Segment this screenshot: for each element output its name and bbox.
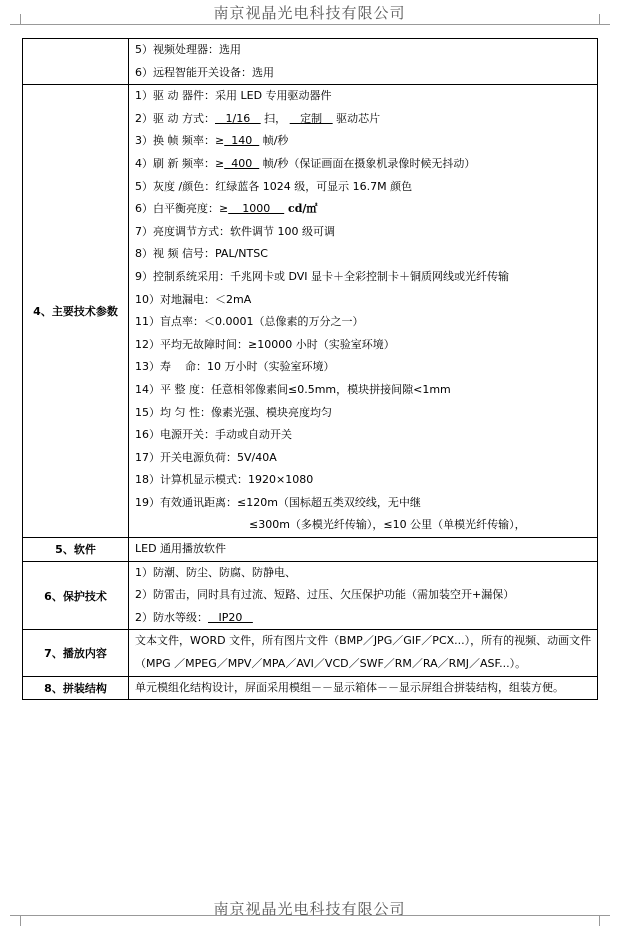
spec-line: [135, 198, 593, 221]
spec-line: [135, 607, 593, 630]
spec-line: 8）视 频 信号：PAL/NTSC: [135, 247, 268, 261]
footer-divider: [20, 915, 600, 916]
spec-line: 14）平 整 度：任意相邻像素间≤0.5mm，模块拼接间隙<1mm: [135, 382, 451, 396]
row-label: 6、保护技术: [23, 561, 129, 630]
spec-unit: cd/㎡: [284, 202, 318, 216]
spec-line: 5）视频处理器：选用: [135, 43, 241, 56]
spec-text: 帧/秒: [259, 134, 289, 148]
row-content: [129, 676, 598, 700]
row-content: [129, 39, 598, 85]
spec-value: 1/16: [215, 111, 261, 125]
spec-line: [135, 130, 593, 153]
spec-line: 15）均 匀 性：像素光强、模块亮度均匀: [135, 405, 332, 419]
spec-paragraph: 文本文件，WORD 文件，所有图片文件（BMP／JPG／GIF／PCX...），所有的视频、动画文件（MPG ／MPEG／MPV／MPA／AVI／VCD／SWF／RM／RA／RMJ／ASF...）。: [135, 634, 592, 671]
table-row: [23, 39, 598, 85]
table-row: [23, 561, 598, 630]
spec-line: 10）对地漏电：＜2mA: [135, 292, 252, 306]
spec-line: 16）电源开关：手动或自动开关: [135, 428, 292, 442]
spec-value: 140: [224, 134, 260, 148]
spec-value: IP20: [208, 610, 253, 624]
row-content: [129, 630, 598, 676]
spec-table: [22, 38, 598, 700]
spec-value: 定制: [289, 111, 333, 125]
spec-line: 17）开关电源负荷：5V/40A: [135, 450, 277, 464]
spec-text: 4）刷 新 频率：≥: [135, 156, 225, 170]
spec-text: 扫，: [260, 111, 290, 125]
spec-line: 7）亮度调节方式：软件调节 100 级可调: [135, 224, 335, 238]
spec-text: 3）换 帧 频率：≥: [135, 134, 225, 148]
spec-line: 12）平均无故障时间：≥10000 小时（实验室环境）: [135, 337, 395, 351]
spec-text: 驱动芯片: [332, 111, 381, 125]
table-row: [23, 630, 598, 676]
spec-line: 1）驱 动 器件：采用 LED 专用驱动器件: [135, 89, 332, 103]
spec-text: 帧/秒（保证画面在摄象机录像时候无抖动）: [259, 156, 476, 170]
page-footer: 南京视晶光电科技有限公司: [213, 900, 406, 918]
row-content: [129, 538, 598, 562]
spec-value: 1000: [228, 202, 285, 216]
spec-paragraph: 单元模组化结构设计，屏面采用模组－－显示箱体－－显示屏组合拼装结构，组装方便。: [135, 680, 564, 694]
spec-line: 19）有效通讯距离：≤120m（国标超五类双绞线，无中继: [135, 495, 421, 509]
spec-line: LED 通用播放软件: [135, 542, 227, 556]
table-row: [23, 85, 598, 538]
spec-line: 2）防雷击，同时具有过流、短路、过压、欠压保护功能（需加装空开+漏保）: [135, 588, 515, 602]
row-label: [23, 39, 129, 85]
table-row: [23, 538, 598, 562]
spec-line: 9）控制系统采用：千兆网卡或 DVI 显卡＋全彩控制卡＋铜质网线或光纤传输: [135, 269, 510, 283]
spec-line: [135, 153, 593, 176]
row-content: [129, 561, 598, 630]
row-label: 5、软件: [23, 538, 129, 562]
spec-line: ≤300m（多模光纤传输），≤10 公里（单模光纤传输），: [249, 518, 526, 532]
spec-line: 18）计算机显示模式：1920×1080: [135, 473, 314, 487]
row-label: 7、播放内容: [23, 630, 129, 676]
spec-line: 5）灰度 /颜色：红绿蓝各 1024 级，可显示 16.7M 颜色: [135, 179, 413, 193]
row-label: 4、主要技术参数: [23, 85, 129, 538]
spec-text: 2）驱 动 方式：: [135, 111, 215, 125]
table-row: [23, 676, 598, 700]
spec-line: 1）防潮、防尘、防腐、防静电、: [135, 565, 296, 579]
spec-text: 6）白平衡亮度：≥: [135, 202, 229, 216]
header-divider: [20, 24, 600, 25]
row-content: [129, 85, 598, 538]
spec-value: 400: [224, 156, 260, 170]
spec-line: 13）寿 命：10 万小时（实验室环境）: [135, 360, 335, 374]
spec-line: 11）盲点率：＜0.0001（总像素的万分之一）: [135, 315, 364, 329]
spec-line: [135, 108, 593, 131]
spec-line: 6）远程智能开关设备：选用: [135, 65, 274, 79]
row-label: 8、拼装结构: [23, 676, 129, 700]
page-header: 南京视晶光电科技有限公司: [213, 4, 406, 22]
spec-text: 2）防水等级：: [135, 610, 208, 624]
